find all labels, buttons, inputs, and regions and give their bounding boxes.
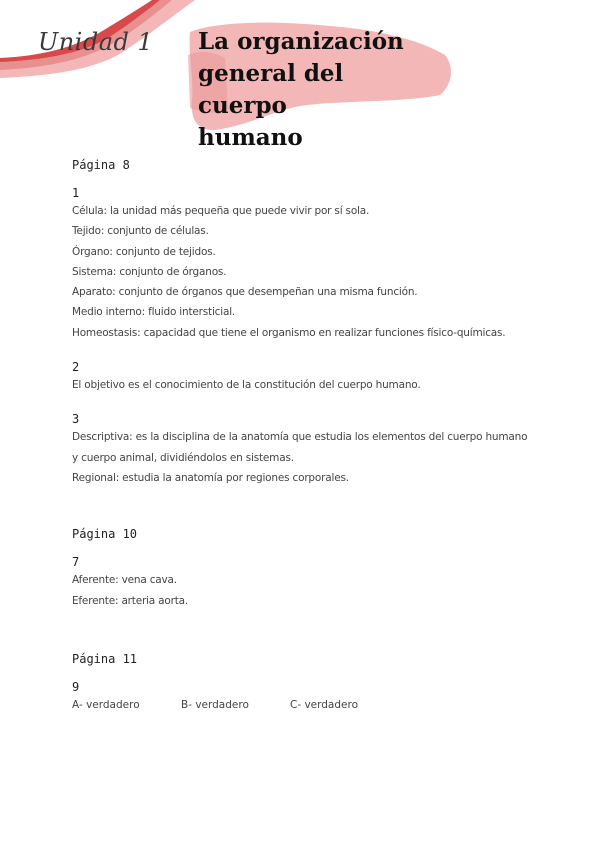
- answer-line: Aparato: conjunto de órganos que desempeñan una misma función.: [72, 286, 418, 299]
- page-heading: Página 10: [72, 527, 138, 542]
- answer-line: Homeostasis: capacidad que tiene el organismo en realizar funciones físico-químicas.: [72, 326, 506, 339]
- answer-c: C- verdadero: [290, 698, 358, 711]
- true-false-answers: [72, 695, 572, 715]
- answer-line: Aferente: vena cava.: [72, 574, 177, 587]
- answers-content: [72, 155, 572, 715]
- question-number: 3: [72, 412, 80, 427]
- answer-line: Descriptiva: es la disciplina de la anatomía que estudia los elementos del cuerpo humano: [72, 431, 528, 444]
- answer-line: Eferente: arteria aorta.: [72, 594, 189, 607]
- title-line: La organización: [198, 28, 404, 55]
- answer-line: Tejido: conjunto de células.: [72, 225, 209, 238]
- section-page-10: [72, 524, 572, 611]
- answer-b: B- verdadero: [181, 698, 249, 711]
- answer-line: y cuerpo animal, dividiéndolos en sistemas.: [72, 451, 294, 464]
- answer-a: A- verdadero: [72, 698, 140, 711]
- answer-line: Órgano: conjunto de tejidos.: [72, 245, 216, 258]
- answer-line: El objetivo es el conocimiento de la constitución del cuerpo humano.: [72, 379, 421, 392]
- answer-line: Regional: estudia la anatomía por regiones corporales.: [72, 471, 349, 484]
- page-title: [198, 26, 438, 154]
- page-heading: Página 11: [72, 651, 138, 666]
- title-line: humano: [198, 124, 303, 151]
- question-number: 1: [72, 186, 80, 200]
- question-number: 9: [72, 679, 80, 694]
- page-heading: Página 8: [72, 158, 130, 172]
- unit-label: Unidad 1: [38, 28, 154, 56]
- title-line: general del cuerpo: [198, 60, 344, 119]
- answer-line: Medio interno: fluido intersticial.: [72, 306, 236, 319]
- question-number: 7: [72, 555, 80, 570]
- section-page-8: [72, 155, 572, 488]
- answer-line: Célula: la unidad más pequeña que puede vivir por sí sola.: [72, 205, 370, 217]
- question-number: 2: [72, 360, 80, 375]
- section-page-11: [72, 649, 572, 715]
- answer-line: Sistema: conjunto de órganos.: [72, 265, 227, 278]
